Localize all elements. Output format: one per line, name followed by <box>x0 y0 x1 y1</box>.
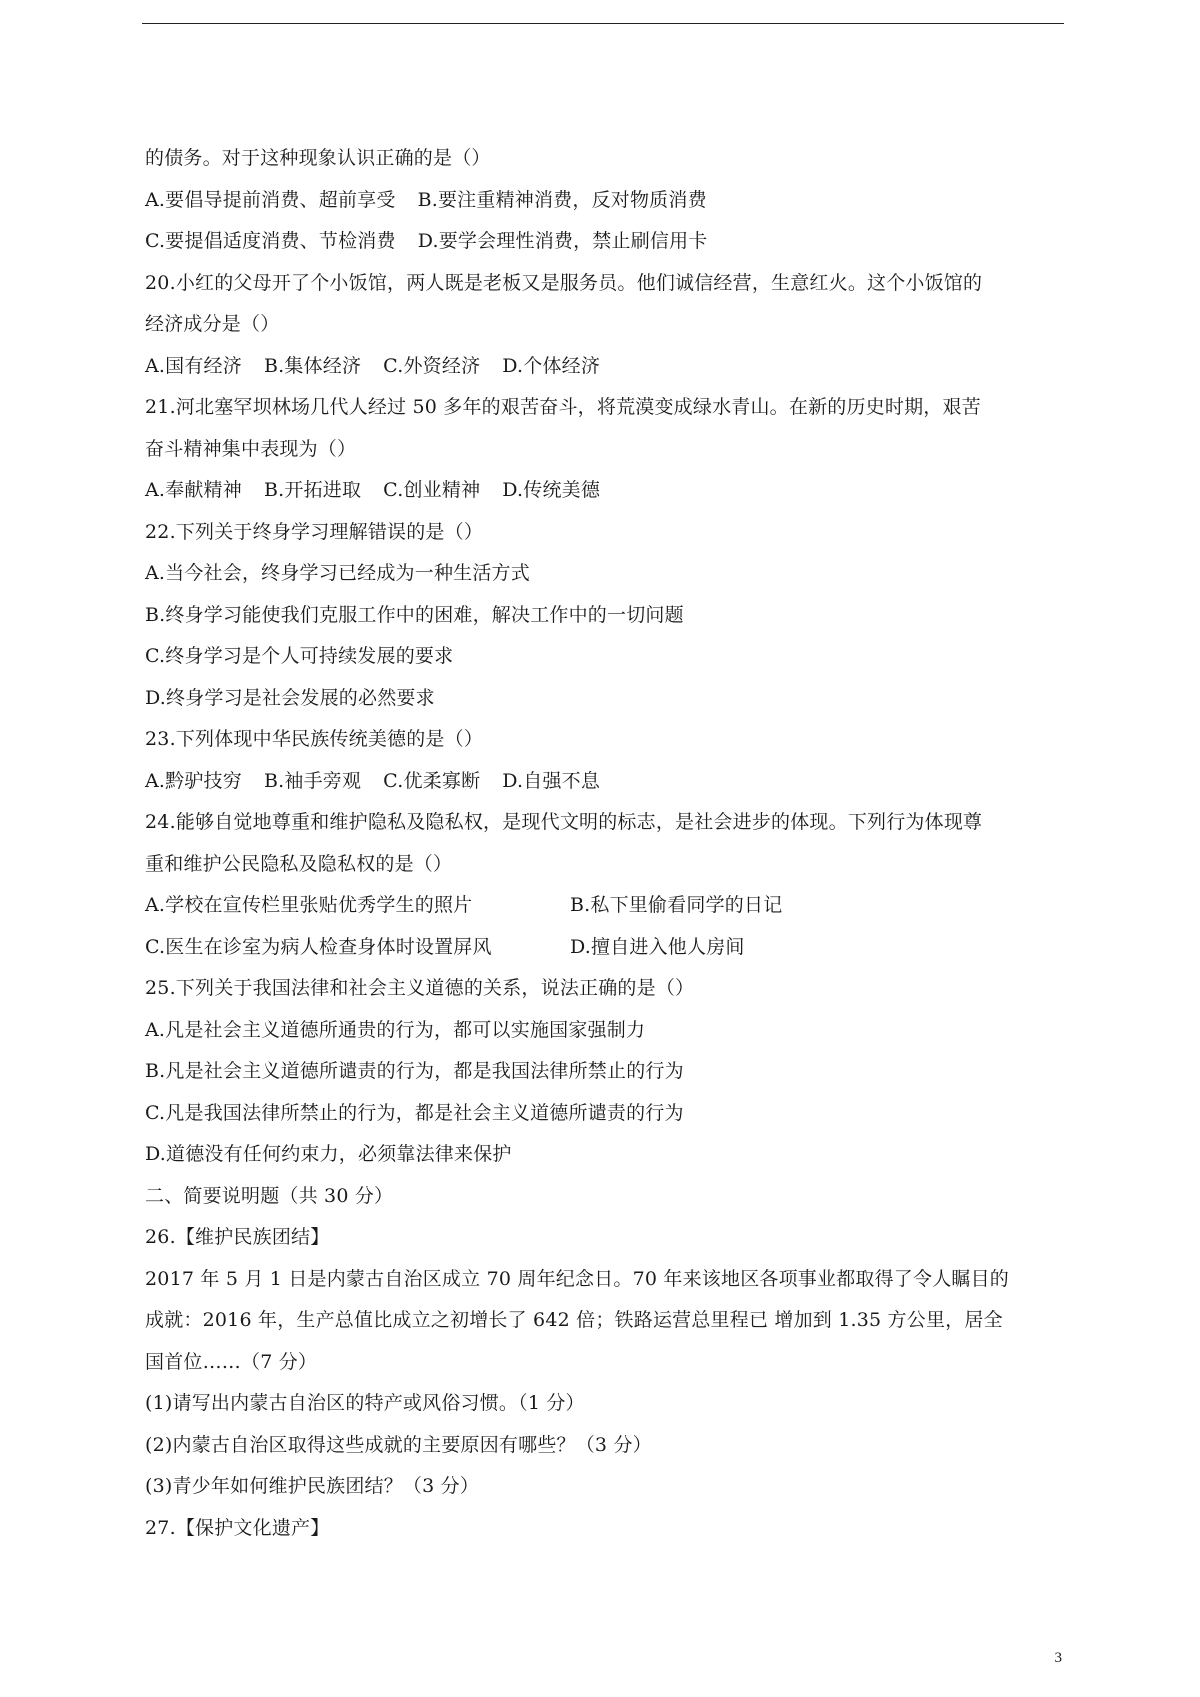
q22-option-d: D.终身学习是社会发展的必然要求 <box>145 686 435 709</box>
q25-option-a: A.凡是社会主义道德所通贵的行为，都可以实施国家强制力 <box>145 1018 646 1041</box>
q24-stem-line-1: 24.能够自觉地尊重和维护隐私及隐私权，是现代文明的标志，是社会进步的体现。下列行为体现尊 <box>145 811 983 833</box>
q24-option-a: A.学校在宣传栏里张贴优秀学生的照片 <box>145 894 473 916</box>
q27-title: 27.【保护文化遗产】 <box>145 1516 330 1539</box>
q24-stem-line-2: 重和维护公民隐私及隐私权的是（） <box>145 852 453 875</box>
q21-option-c: C.创业精神 <box>383 479 481 501</box>
q19-option-b: B.要注重精神消费，反对物质消费 <box>417 188 707 211</box>
q19-option-a: A.要倡导提前消费、超前享受 <box>145 188 396 211</box>
q24-option-b: B.私下里偷看同学的日记 <box>570 894 783 916</box>
q20-stem-line-2: 经济成分是（） <box>145 313 280 335</box>
q26-material-line-1: 2017 年 5 月 1 日是内蒙古自治区成立 70 周年纪念日。70 年来该地区各项事业都取得了令人瞩目的 <box>145 1267 1010 1290</box>
q25-option-d: D.道德没有任何约束力，必须靠法律来保护 <box>145 1143 512 1165</box>
q20-option-b: B.集体经济 <box>263 354 362 377</box>
q20-options <box>145 346 1067 388</box>
q20-option-c: C.外资经济 <box>383 354 481 377</box>
q19-options-row-1 <box>145 180 1067 222</box>
q23-option-c: C.优柔寡断 <box>383 769 481 792</box>
q21-option-d: D.传统美德 <box>502 479 601 501</box>
q21-stem-line-2: 奋斗精神集中表现为（） <box>145 437 357 460</box>
q22-stem: 22.下列关于终身学习理解错误的是（） <box>145 520 484 543</box>
q23-stem: 23.下列体现中华民族传统美德的是（） <box>145 728 484 750</box>
q24-option-d: D.擅自进入他人房间 <box>570 935 745 958</box>
q24-option-c: C.医生在诊室为病人检查身体时设置屏风 <box>145 935 492 958</box>
q26-material-line-2: 成就：2016 年，生产总值比成立之初增长了 642 倍；铁路运营总里程已 增加到 1.35 方公里，居全 <box>145 1309 1003 1331</box>
q20-stem-line-1: 20.小红的父母开了个小饭馆，两人既是老板又是服务员。他们诚信经营，生意红火。这个小饭馆的 <box>145 271 983 294</box>
q19-options-row-2 <box>145 221 1067 263</box>
q25-stem: 25.下列关于我国法律和社会主义道德的关系，说法正确的是（） <box>145 977 695 999</box>
q23-option-a: A.黔驴技穷 <box>145 769 242 792</box>
q21-option-b: B.开拓进取 <box>263 479 362 501</box>
q19-option-c: C.要提倡适度消费、节检消费 <box>145 230 396 252</box>
q22-option-b: B.终身学习能使我们克服工作中的困难，解决工作中的一切问题 <box>145 603 684 626</box>
q21-options <box>145 470 1067 512</box>
header-rule <box>142 23 1064 24</box>
q23-option-d: D.自强不息 <box>502 769 601 792</box>
q26-title: 26.【维护民族团结】 <box>145 1226 330 1248</box>
exam-page-body <box>145 138 1067 1549</box>
q19-stem-tail: 的债务。对于这种现象认识正确的是（） <box>145 147 491 169</box>
q26-subquestion-3: (3)青少年如何维护民族团结？（3 分） <box>145 1475 480 1497</box>
q26-material-line-3: 国首位……（7 分） <box>145 1350 318 1373</box>
q20-option-a: A.国有经济 <box>145 354 242 377</box>
page-number: 3 <box>1054 1650 1062 1666</box>
q26-subquestion-2: (2)内蒙古自治区取得这些成就的主要原因有哪些？（3 分） <box>145 1433 652 1456</box>
q21-stem-line-1: 21.河北塞罕坝林场几代人经过 50 多年的艰苦奋斗，将荒漠变成绿水青山。在新的历史时期，艰苦 <box>145 396 981 418</box>
q20-option-d: D.个体经济 <box>502 354 601 377</box>
q24-options-row-1 <box>145 885 1067 927</box>
q25-option-c: C.凡是我国法律所禁止的行为，都是社会主义道德所谴责的行为 <box>145 1101 684 1124</box>
q21-option-a: A.奉献精神 <box>145 479 242 501</box>
q23-options <box>145 761 1067 803</box>
q22-option-a: A.当今社会，终身学习已经成为一种生活方式 <box>145 562 530 584</box>
q19-option-d: D.要学会理性消费，禁止刷信用卡 <box>417 230 708 252</box>
q25-option-b: B.凡是社会主义道德所谴责的行为，都是我国法律所禁止的行为 <box>145 1060 684 1082</box>
q26-subquestion-1: (1)请写出内蒙古自治区的特产或风俗习惯。（1 分） <box>145 1392 585 1414</box>
q23-option-b: B.袖手旁观 <box>263 769 362 792</box>
q24-options-row-2 <box>145 927 1067 969</box>
q22-option-c: C.终身学习是个人可持续发展的要求 <box>145 645 454 667</box>
section-2-heading: 二、简要说明题（共 30 分） <box>145 1184 394 1207</box>
